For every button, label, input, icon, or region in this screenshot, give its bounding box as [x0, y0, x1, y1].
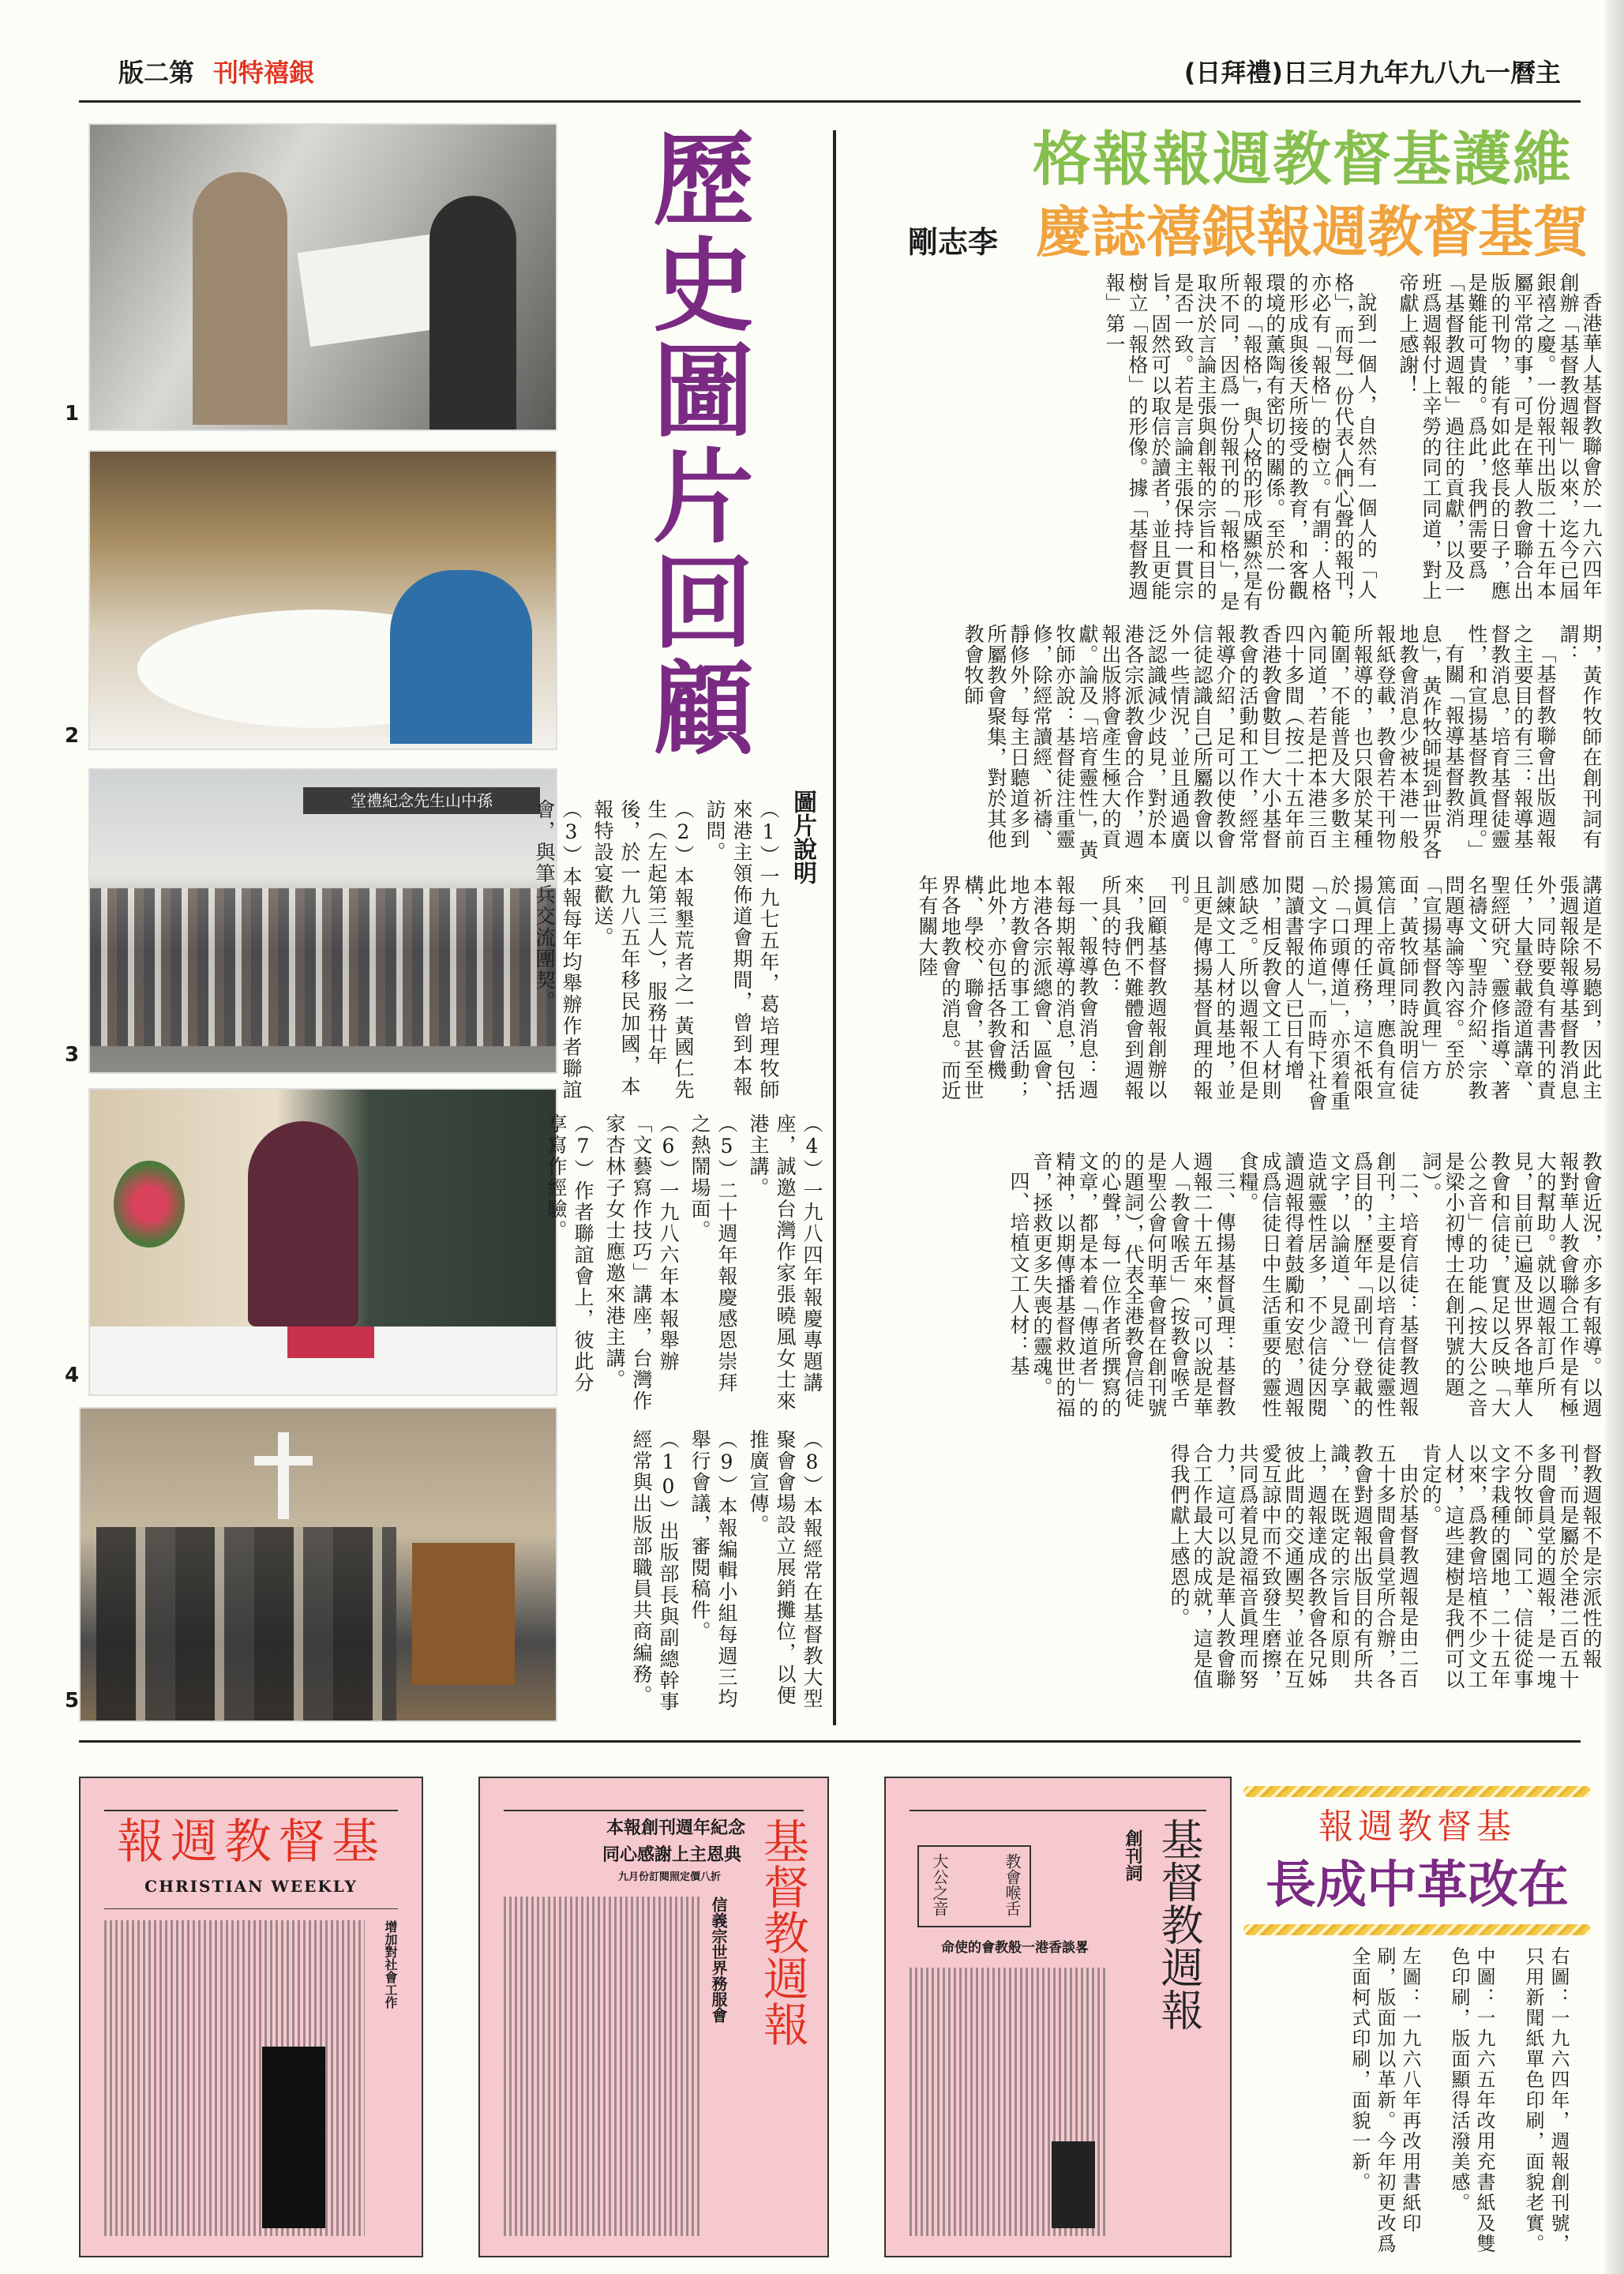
decorative-braid	[1243, 1786, 1591, 1797]
photo-number: 2	[65, 724, 80, 748]
person-silhouette	[390, 570, 532, 744]
newspaper-english-title: CHRISTIAN WEEKLY	[144, 1877, 358, 1896]
newspaper-masthead: 基督教週報	[756, 1818, 809, 2047]
cross-icon	[278, 1432, 289, 1519]
evolution-captions	[1271, 1946, 1571, 2262]
newspaper-rule	[104, 1810, 398, 1811]
newspaper-masthead: 基督教週報	[1154, 1818, 1204, 2031]
article-tier-4	[849, 1151, 1603, 1428]
article-tier-5	[1011, 1443, 1603, 1696]
article-tier-1	[849, 272, 1603, 612]
captions-block-3	[630, 1429, 825, 1721]
photo-number: 1	[65, 402, 80, 426]
pulpit	[412, 1543, 515, 1685]
evolution-title: 長成中革改在	[1266, 1856, 1569, 1915]
page-edge-shadow	[1605, 0, 1624, 2274]
cross-bar	[254, 1456, 313, 1465]
newspaper-story-headline: 命使的會教般一港香談畧	[941, 1940, 1089, 1956]
caption: （10）出版部長與副總幹事經常與出版部職員共商編務。	[630, 1429, 680, 1713]
article-paragraph: 「基督教聯會出版週報之主要目的有三：報導基督教消息，培育基督徒靈性，和宣揚基督教眞理。」	[1465, 624, 1557, 861]
caption: （7）作者聯誼會上，彼此分享寫作經驗。	[545, 1113, 594, 1394]
newspaper-headline: 增加對社會工作	[383, 1920, 398, 2009]
article-tier-2	[849, 624, 1603, 869]
box-on-table	[287, 1326, 374, 1358]
person-silhouette	[429, 196, 516, 431]
header-rule	[79, 100, 1581, 103]
newspaper-box-title: 大公之音	[930, 1853, 949, 1916]
caption: 左圖：一九六八年再改用書紙印刷，版面加以革新。今年初更改爲全面柯式印刷，面貌一新。	[1348, 1946, 1421, 2254]
article-tier-3	[849, 875, 1603, 1120]
caption: （3）本報每年均舉辦作者聯誼會，與筆兵交流團契。	[533, 799, 583, 1101]
newspaper-text-block	[104, 1920, 365, 2236]
article-title-line2: 慶誌禧銀報週教督基賀	[1036, 200, 1588, 265]
issue-date: (日拜禮)日三月九年九八九一曆主	[1183, 58, 1561, 88]
article-paragraph: 說到一個人，自然有一個人的「人格」，而每一份代表人們心聲的報刊，亦必有「報格」的樹立。有謂：人格的形成與後天所接受的教育，和客觀環境的薰陶有密切的關係。至於一份報的「報格」，與人格的形成顯然是有所不同，因爲一份報刊的「報格」，是取決於言論主張與創報的宗旨和目的是否一致。若是言論主張保持一貫宗旨，固然可以取信於讀者，並且更能樹立「報格」的形像。據「基督教週報」第一	[1103, 272, 1378, 612]
article-paragraph: 回顧基督教週報創辦以來，我們不難體會到週報所具的特色：	[1099, 875, 1168, 1101]
photo-number: 5	[65, 1689, 80, 1713]
evolution-subtitle: 報週教督基	[1318, 1807, 1516, 1847]
article-paragraph: 有關「報導基督教消息」，黃作牧師提到世界各地教會消息少被本港一般報紙登載，教會若干刊物所報導的，也只限於某種範圍，不能普及大多數主內同道，若是把本港三百四十多間（按二十五年前香港教會數目）大小基督教會的活動和工作，經常報導介紹，足可以使教會信徒認識自己所屬教會以外一些情況，並且通過廣泛認識減少歧見，對於本港各宗派教會的合作，週報出版將會產生極大的貢獻。論及「培育靈性」，黃牧師亦說：基督徒注重靈修，除經常讀經、祈禱、靜修外，每主日聽道多到所屬教會聚集，對於其他教會牧師	[962, 624, 1465, 861]
article-byline: 剛志李	[908, 225, 999, 260]
caption: （1）一九七五年，葛培理牧師來港主領佈道會期間，曾到本報訪問。	[703, 799, 780, 1101]
newspaper-1965	[478, 1777, 829, 2257]
photo-banner: 堂禮紀念先生山中孫	[303, 787, 540, 814]
newspaper-rule	[910, 1810, 1206, 1811]
group-of-people	[96, 1527, 396, 1721]
newspaper-rule	[104, 1908, 398, 1909]
captions-block-2	[545, 1113, 825, 1413]
newspaper-text-block	[504, 1897, 701, 2236]
caption: 右圖：一九六四年，週報創刊號，只用新聞紙單色印刷，面貌老實。	[1522, 1946, 1570, 2254]
newspaper-box-title: 教會喉舌	[1003, 1853, 1022, 1916]
article-title-line1: 格報報週教督基護維	[1033, 126, 1573, 193]
newspaper-masthead: 報週教督基	[117, 1814, 385, 1870]
captions-block-1	[533, 799, 782, 1107]
flowers	[114, 1161, 185, 1248]
article-paragraph: 期，黃作牧師在創刊詞有謂：	[1557, 624, 1603, 850]
decorative-braid	[1243, 1924, 1591, 1935]
newspaper-box	[917, 1845, 1031, 1927]
caption: （5）二十週年報慶感恩崇拜之熱鬧場面。	[688, 1113, 738, 1394]
page-number: 版二第	[118, 58, 195, 88]
newspaper-photo	[262, 2047, 325, 2228]
photo-1	[88, 123, 557, 431]
article-paragraph: 二、培育信徒：基督教週報創刊，主要是以培育信徒靈性爲目的，歷年「副刊」登載的文字，以論道、見證、分享、造就靈性居多，不少信徒因閱讀週報得着鼓勵和安慰，週報成爲信徒日中生活重要的靈性食糧。	[1236, 1151, 1420, 1418]
newspaper-1968	[79, 1777, 423, 2257]
article-paragraph: 四、培植文工人材：基	[1007, 1171, 1030, 1376]
newspaper-headline: 本報創刊週年紀念	[606, 1818, 746, 1838]
article-paragraph: 講道是不易聽到，因此主張週報除報導基督教消息外，同時要負有書刊的責任，大量登載證道講章、聖經研究、靈修指導、著名禱文、聖詩介紹、宗教問題專論等內容。至於「宣揚基督教眞理」方面，黃牧師同時說明信徒篤信上帝眞理，應負有宣揚眞理的任務，這不祇限於「口頭傳道」，亦須着重「文字佈道」，而時下社會閱讀書報的人已日有增加，相反教會文工人材則感缺乏。所以週報不但是訓練文工人材的基地，並且更是傳揚基督眞理的報刊。	[1168, 875, 1603, 1112]
newspaper-rule	[504, 1810, 804, 1811]
article-paragraph: 三、傳揚基督眞理：基督教週報二十五年來，可以說是華人「教會喉舌」（按教會喉舌是聖公會何明華會督在創刊號的題詞），代表全港教會信徒的心聲，每一位作者所撰寫的文章，都是本着「傳道者」的精神，以期傳播基督救世的福音，拯救更多失喪的靈魂。	[1030, 1151, 1236, 1418]
newspaper-subheadline: 九月份訂閱照定價八折	[618, 1871, 722, 1883]
captions-title: 圖片說明	[789, 790, 816, 884]
photo-4	[88, 1088, 557, 1396]
newspaper-in-photo	[297, 235, 443, 347]
section-name: 刊特禧銀	[213, 58, 315, 88]
photo-2	[88, 450, 557, 750]
article-paragraph: 教會近況，亦多有報導。以週報對華人教會聯合工作是有極大的幫助。就以週報訂戶所見，目前已遍及世界各地華人教會和信徒，實足以反映「大公之音」的功能（按大公之音是梁小初博士在創刊號的題詞）。	[1420, 1151, 1603, 1418]
article-paragraph: 督教週報不是宗派性的報刊，而是屬於全港二百五十多間會員堂的週報，是一塊不分牧師、同工、信徒從事文字栽種的園地，二十五年以來，爲教會培植不少文工人材，這些建樹是我們可以肯定的。	[1420, 1443, 1603, 1690]
column-divider	[833, 130, 836, 1725]
newspaper-headline: 創刊詞	[1123, 1829, 1143, 1882]
newspaper-side-headline: 信義宗世界務服會	[709, 1897, 728, 2023]
newspaper-1964	[884, 1777, 1232, 2257]
section-rule	[79, 1740, 1581, 1743]
speaker-silhouette	[248, 1121, 358, 1326]
photo-5	[79, 1407, 557, 1722]
history-title: 歷史圖片回顧	[636, 126, 754, 761]
caption: （6）一九八六年本報舉辦「文藝寫作技巧」講座，台灣作家杏林子女士應邀來港主講。	[603, 1113, 680, 1412]
person-silhouette	[193, 172, 287, 425]
caption: （2）本報墾荒者之一黃國仁先生（左起第三人），服務廿年後，於一九八五年移民加國，本報特設宴歡送。	[591, 799, 695, 1101]
photo-number: 3	[65, 1043, 80, 1067]
group-of-people	[90, 888, 556, 1046]
article-paragraph: 香港華人基督教聯會於一九六四年創辦「基督教週報」以來，迄今已屆銀禧之慶。一份報刊出版二十五年本屬平常的事，可是在華人教會聯合出版的刊物，能有如此悠長的日子，應是難能可貴的。爲此，我們需要爲「基督教週報」過往的貢獻，以及一班爲週報付上辛勞的同工同道，對上帝獻上感謝！	[1397, 272, 1603, 601]
caption: 中圖：一九六五年改用充書紙及雙色印刷，版面顯得活潑美感。	[1448, 1946, 1495, 2254]
newspaper-headline-2: 同心感謝上主恩典	[602, 1844, 742, 1865]
photo-3	[88, 768, 557, 1074]
newspaper-photo	[1052, 2141, 1095, 2228]
article-paragraph: 由於基督教週報是由二百五十多間會員堂所合辦，各教會對週報出版目的有所共識，在既定的宗旨和原則上，週報達成各教會各兄姊彼此間的交通團契，並在互愛互諒中而不致發生磨擦，共同爲着見證福音眞理而努力，這可以說是華人教會聯合工作最大的成就，這是值得我們獻上感恩的。	[1168, 1443, 1420, 1690]
caption: （9）本報編輯小組每週三均舉行會議，審閱稿件。	[688, 1429, 738, 1709]
photo-number: 4	[65, 1364, 80, 1387]
caption: （4）一九八四年報慶專題講座，誠邀台灣作家張曉風女士來港主講。	[747, 1113, 823, 1412]
caption: （8）本報經常在基督教大型聚會會場設立展銷攤位，以便推廣宣傳。	[747, 1429, 823, 1709]
article-paragraph: 一、報導教會消息：週報每期報導的消息，包括本港各宗派總會、區會、地方教會的事工和活動；此外，亦包括各教會機構、學校、聯會，甚至世界各地教會的消息。而近年有關大陸	[916, 875, 1099, 1101]
